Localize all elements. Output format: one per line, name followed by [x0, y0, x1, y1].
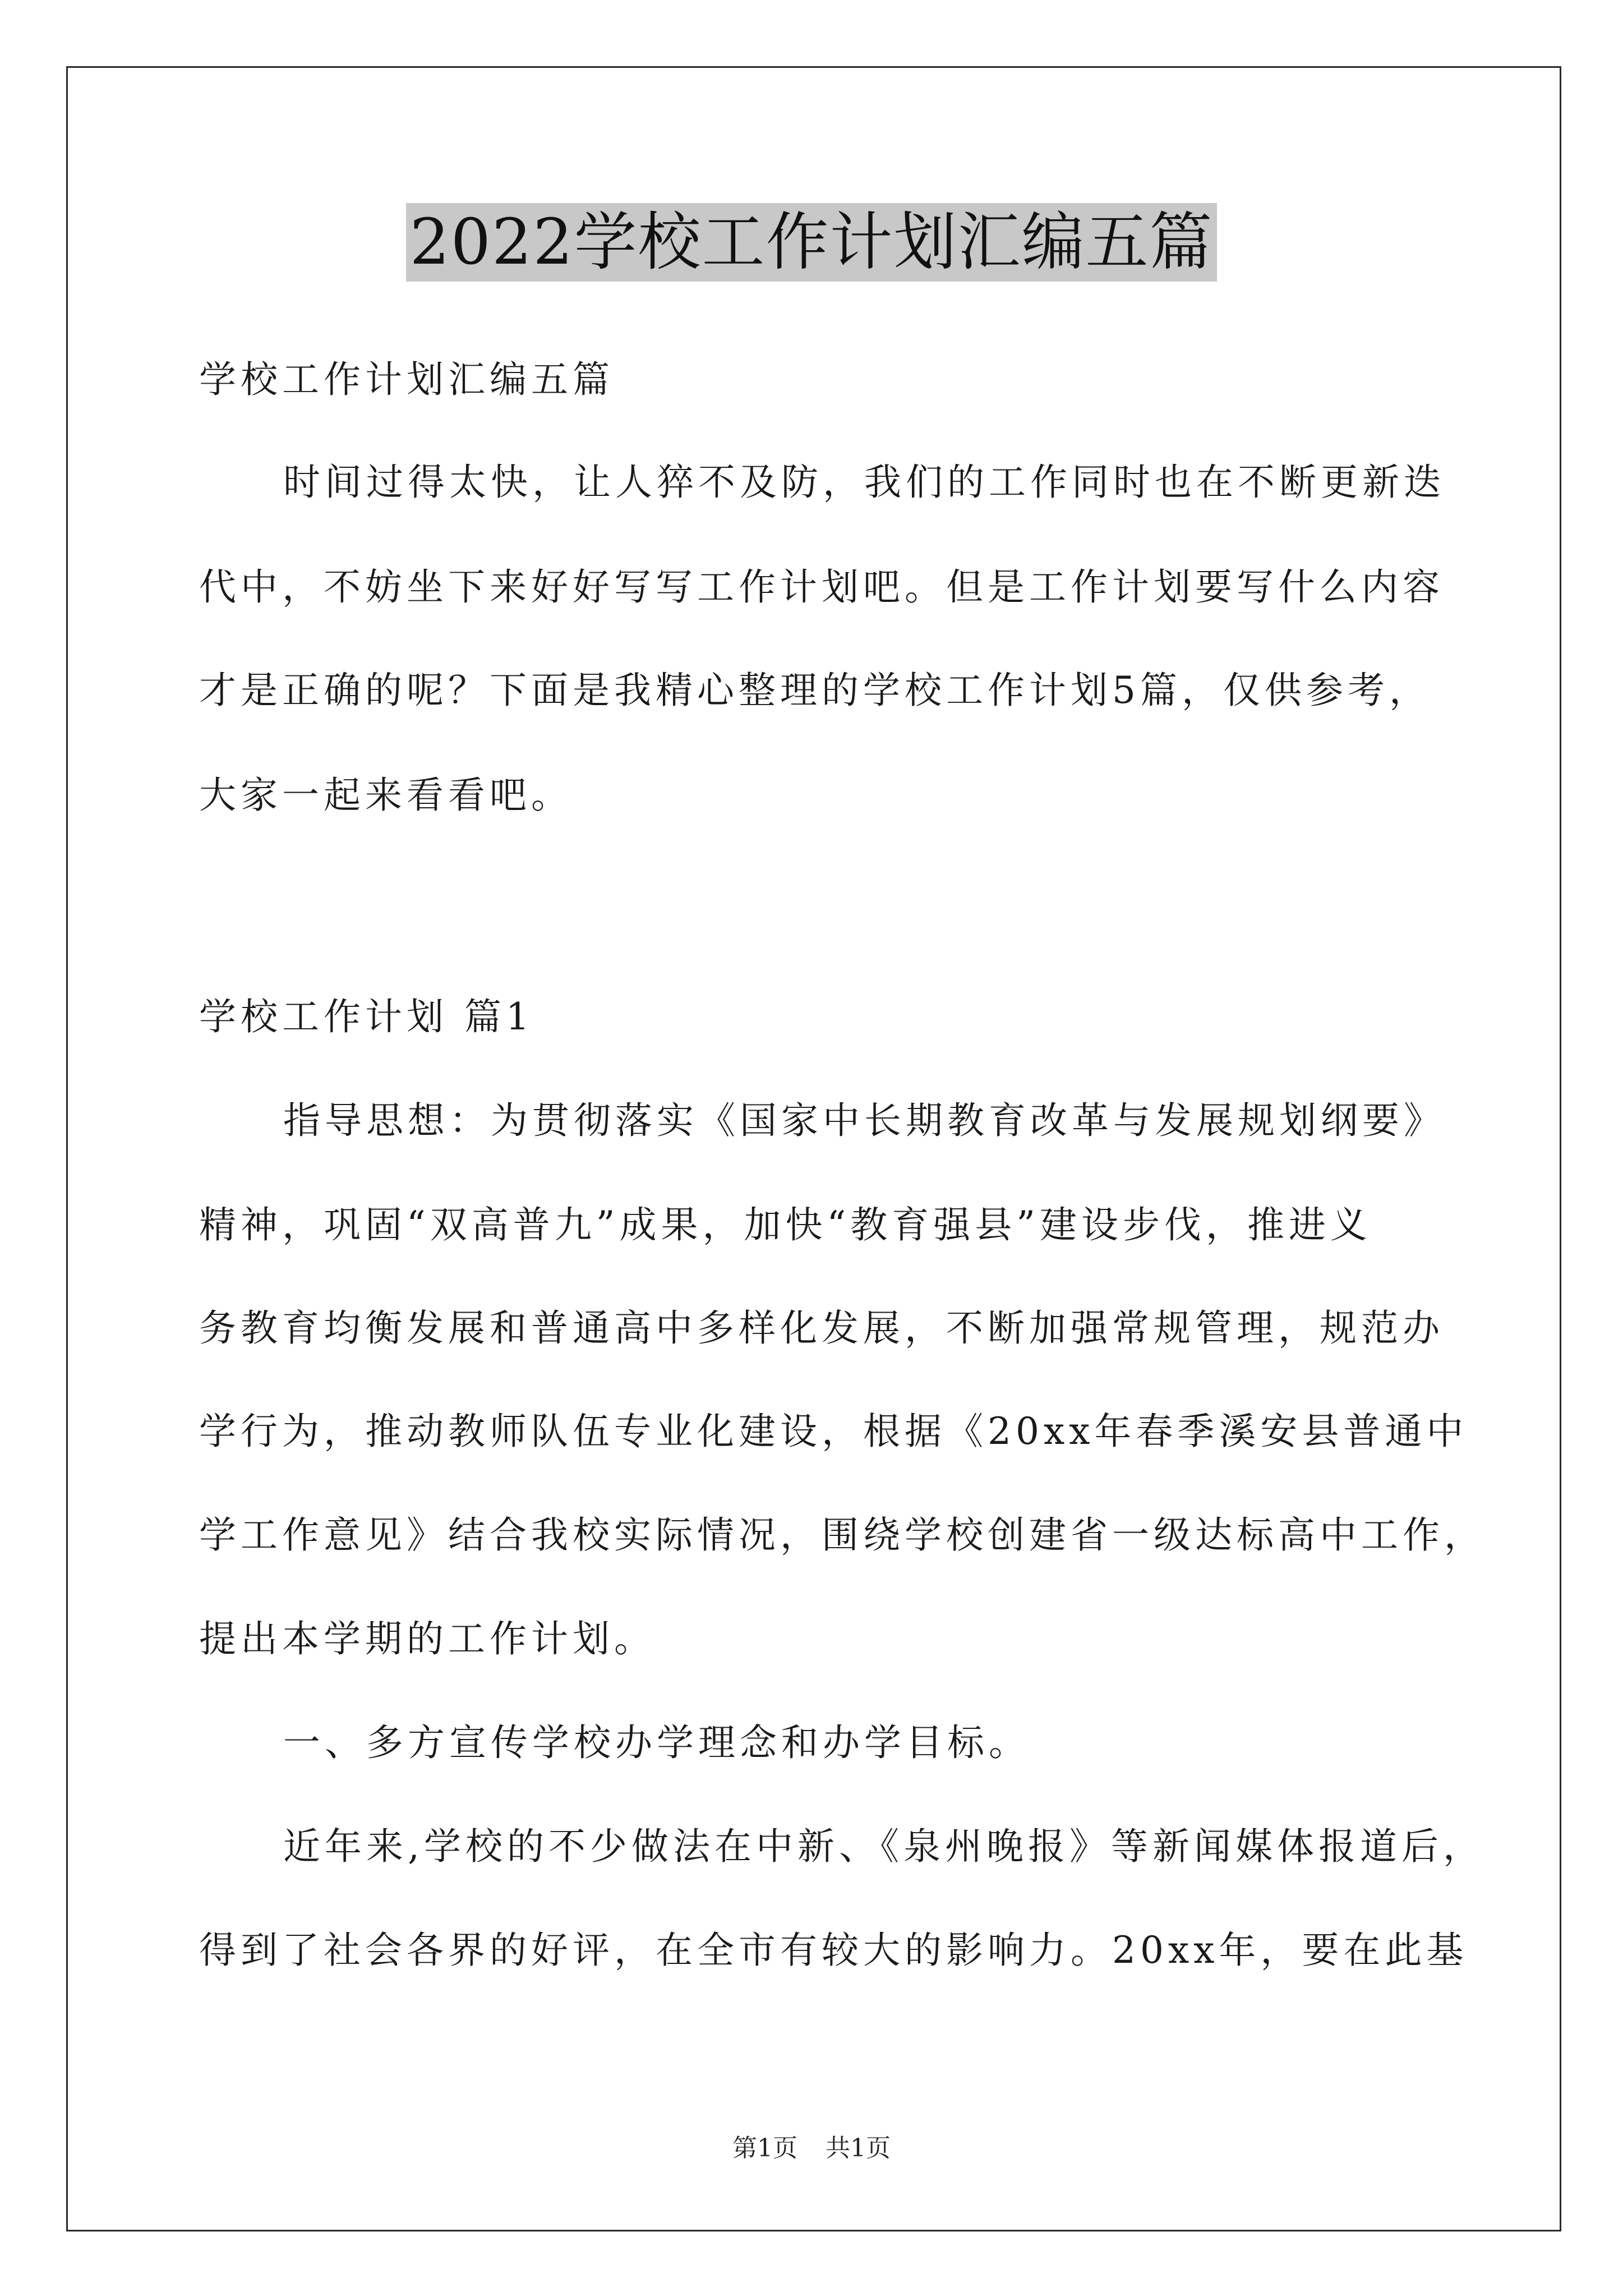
intro-line-1: 时间过得太快，让人猝不及防，我们的工作同时也在不断更新迭 — [283, 461, 1445, 504]
guidance-line-6: 提出本学期的工作计划。 — [199, 1617, 656, 1660]
guidance-line-4: 学行为，推动教师队伍专业化建设，根据《20xx年春季溪安县普通中 — [199, 1410, 1468, 1453]
guidance-line-1: 指导思想：为贯彻落实《国家中长期教育改革与发展规划纲要》 — [283, 1099, 1445, 1142]
page-number: 第1页 — [732, 2134, 797, 2162]
intro-line-2: 代中，不妨坐下来好好写写工作计划吧。但是工作计划要写什么内容 — [199, 565, 1444, 609]
intro-line-4: 大家一起来看看吧。 — [199, 774, 573, 817]
section-heading: 学校工作计划 篇1 — [199, 995, 534, 1038]
page-total: 共1页 — [826, 2134, 891, 2162]
guidance-line-5: 学工作意见》结合我校实际情况，围绕学校创建省一级达标高中工作， — [199, 1513, 1486, 1557]
guidance-line-3: 务教育均衡发展和普通高中多样化发展，不断加强常规管理，规范办 — [199, 1306, 1444, 1350]
guidance-line-2: 精神，巩固“双高普九”成果，加快“教育强县”建设步伐，推进义 — [199, 1203, 1372, 1246]
item-body-line-1: 近年来,学校的不少做法在中新、《泉州晚报》等新闻媒体报道后， — [283, 1825, 1484, 1868]
document-title-wrapper — [0, 203, 1623, 282]
subtitle-line: 学校工作计划汇编五篇 — [199, 358, 614, 401]
page-footer — [0, 2132, 1623, 2165]
item-body-line-2: 得到了社会各界的好评，在全市有较大的影响力。20xx年，要在此基 — [199, 1929, 1468, 1972]
document-title: 2022学校工作计划汇编五篇 — [406, 203, 1216, 282]
item-heading-1: 一、多方宣传学校办学理念和办学目标。 — [283, 1721, 1030, 1764]
intro-line-3: 才是正确的呢？下面是我精心整理的学校工作计划5篇，仅供参考， — [199, 669, 1431, 712]
